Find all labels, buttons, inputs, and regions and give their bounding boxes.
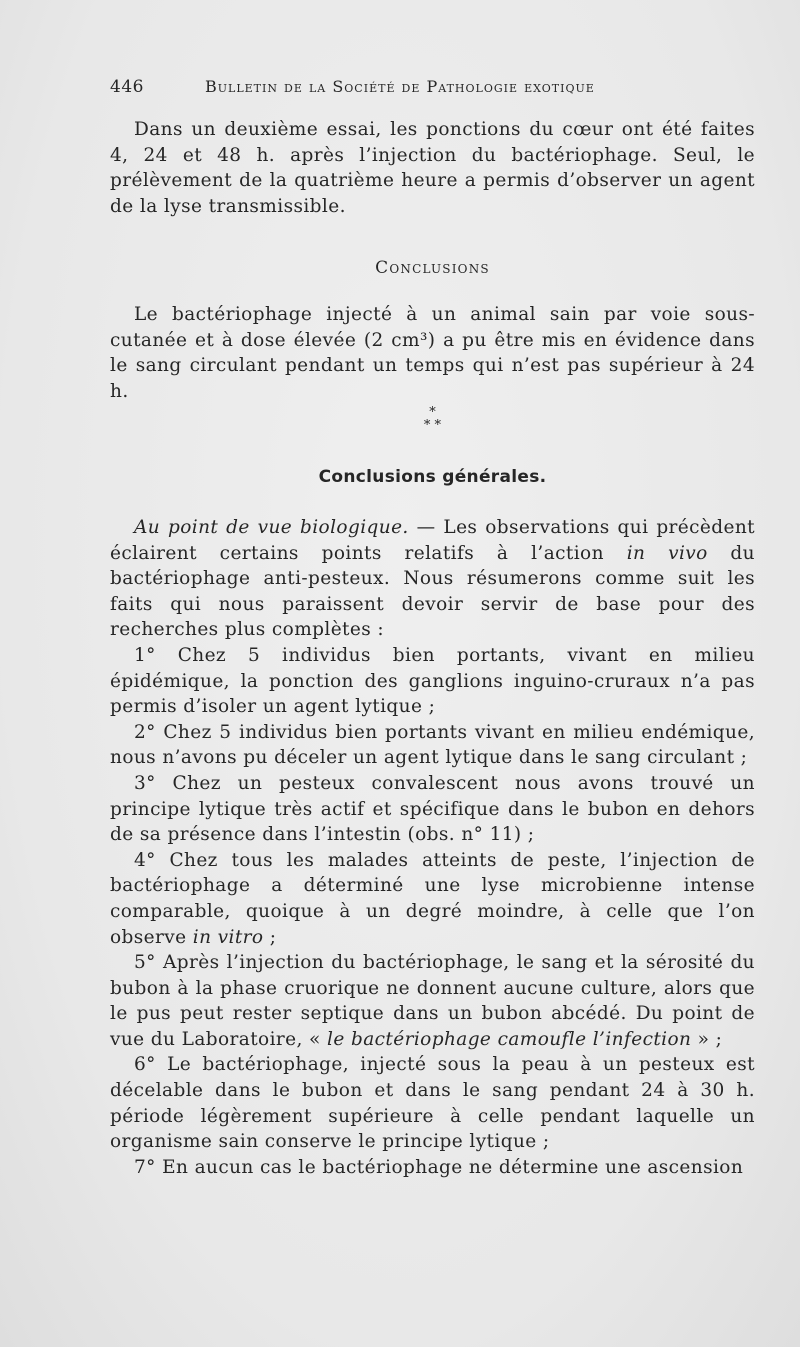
- list-item-4: [110, 848, 755, 950]
- item-5-italic: le bactériophage camoufle l’infection: [327, 1028, 692, 1050]
- asterism-top: *: [429, 405, 436, 420]
- item-4-end: ;: [263, 926, 277, 948]
- lead-text-2: du bactériophage anti-pesteux. Nous résumerons comme suit les faits qui nous paraissent devoir servir de base pour des recherches plus complètes :: [110, 542, 755, 641]
- list-item-1: 1° Chez 5 individus bien portants, vivant en milieu épidémique, la ponction des ganglions inguino-cruraux n’a pas permis d’isoler un agent lytique ;: [110, 644, 755, 718]
- general-conclusions-heading: Conclusions générales.: [318, 467, 547, 487]
- list-item-5: [110, 950, 755, 1052]
- conclusions-paragraph: Le bactériophage injecté à un animal sain par voie sous-cutanée et à dose élevée (2 cm³) a pu être mis en évidence dans le sang circulant pendant un temps qui n’est pas supérieur à 24 h.: [110, 304, 755, 402]
- running-title: Bulletin de la Société de Pathologie exotique: [205, 77, 595, 96]
- intro-paragraph: Dans un deuxième essai, les ponctions du cœur ont été faites 4, 24 et 48 h. après l’injection du bactériophage. Seul, le prélèvement de la quatrième heure a permis d’observer un agent de la lyse transmissible.: [110, 119, 755, 217]
- lead-italic-2: in vivo: [626, 542, 708, 564]
- page-number: 446: [110, 77, 144, 97]
- item-5-text: 5° Après l’injection du bactériophage, le sang et la sérosité du bubon à la phase cruorique ne donnent aucune culture, alors que le pus peut rester septique dans un bubon abcédé. Du point de vue du Laboratoire, «: [110, 952, 755, 1050]
- item-4-italic: in vitro: [192, 926, 264, 948]
- list-item-7: 7° En aucun cas le bactériophage ne détermine une ascension: [134, 1156, 744, 1178]
- conclusions-heading: Conclusions: [375, 258, 490, 278]
- conclusions-paragraph-block: [110, 302, 755, 404]
- asterism-bottom: * *: [423, 418, 442, 433]
- asterism: [110, 406, 755, 432]
- lead-text-1: — Les observations qui précèdent éclairent certains points relatifs à l’action: [110, 517, 755, 564]
- list-item-2: 2° Chez 5 individus bien portants vivant en milieu endémique, nous n’avons pu déceler un agent lytique dans le sang circulant ;: [110, 721, 755, 769]
- list-item-3: 3° Chez un pesteux convalescent nous avons trouvé un principe lytique très actif et spécifique dans le bubon en dehors de sa présence dans l’intestin (obs. n° 11) ;: [110, 772, 755, 846]
- general-lead-paragraph: [110, 515, 755, 643]
- item-4-text: 4° Chez tous les malades atteints de peste, l’injection de bactériophage a déterminé une lyse microbienne intense comparable, quoique à un degré moindre, à celle que l’on observe: [110, 849, 755, 948]
- item-5-end: » ;: [691, 1028, 723, 1050]
- lead-italic: Au point de vue biologique.: [134, 517, 409, 538]
- page-header: [110, 72, 755, 102]
- intro-paragraph-block: [110, 117, 755, 219]
- general-conclusions-body: [110, 515, 755, 1180]
- list-item-6: 6° Le bactériophage, injecté sous la peau à un pesteux est décelable dans le bubon et dans le sang pendant 24 à 30 h. période légèrement supérieure à celle pendant laquelle un organisme sain conserve le principe lytique ;: [110, 1054, 755, 1153]
